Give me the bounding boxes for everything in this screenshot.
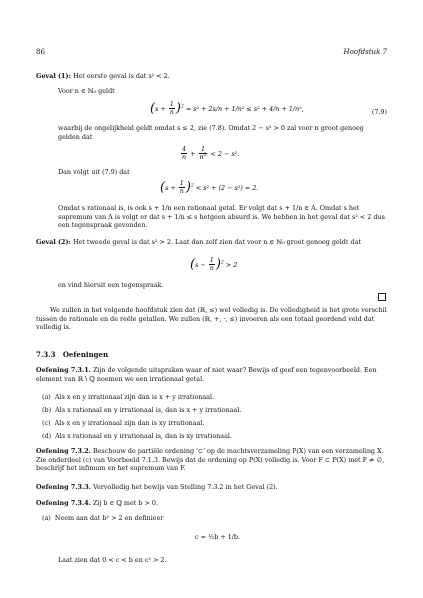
inequality-2-rhs: < 2 − s². [210, 149, 240, 158]
chapter-title: Hoofdstuk 7 [343, 48, 387, 56]
item-text: Neem aan dat b² > 2 en definieer [54, 514, 164, 522]
inequality-2: $\frac{4}{n}$ + $\frac{1}{n^2}$ < 2 − s². [182, 145, 240, 162]
case-2-text: Het tweede geval is dat s² > 2. Laat dan zelf zien dat voor n ∈ ℕ₀ groot genoeg geldt dat [72, 238, 361, 246]
case-1-text-3: Omdat s rationaal is, is ook s + 1/n een rationaal getal. Er volgt dat s + 1/n ∈ A. Omdat s het supremum van A is volgt er dat s + 1/n ≤ s hetgeen absurd is. We hebben in het geval dat s² < 2 dus een tegenspraak gevonden. [58, 204, 385, 230]
exercise-item-d [42, 432, 232, 441]
exercise-7-3-2-text: Beschouw de partiële ordening '⊂' op de machtsverzameling P(X) van een verzameling X. Zie onderdeel (c) van Voorbeeld 7.1.3. Bewijs dat de ordening op P(X) volledig is. Voor F ⊂ P(X) met F ≠ ∅, beschrijf het infimum en het supremum van F. [36, 447, 385, 473]
item-label: (a) [42, 393, 51, 401]
page-header [36, 48, 387, 58]
case-1-text: Het eerste geval is dat s² < 2. [72, 72, 170, 80]
exercise-7-3-4-last: Laat zien dat 0 < c < b en c² > 2. [58, 556, 167, 564]
case-1-voor: Voor n ∈ ℕ₀ geldt [58, 87, 115, 95]
section-number: 7.3.3 [36, 350, 56, 359]
exercise-7-3-4-label: Oefening 7.3.4. [36, 499, 91, 507]
item-label: (d) [42, 432, 52, 440]
case-2-title: Geval (2): [36, 238, 71, 246]
exercise-7-3-3 [36, 483, 387, 492]
exercise-item-b [42, 406, 241, 415]
body-paragraph: We zullen in het volgende hoofdstuk zien dat (ℝ, ≤) wel volledig is. De volledigheid is het grote verschil tussen de rationale en de reële getallen. We zullen (ℝ, +, ·, ≤) invoeren als een totaal geordend veld dat volledig is. [36, 306, 387, 332]
exercise-7-3-2-label: Oefening 7.3.2. [36, 447, 91, 455]
equation-c: c = ½b + 1/b. [195, 533, 241, 541]
equation-7-9-rhs: = s² + 2s/n + 1/n² ≤ s² + 4/n + 1/n², [185, 104, 304, 113]
inequality-case-2-rhs: > 2 [225, 260, 238, 269]
exercise-item-a [42, 393, 214, 402]
case-1-text-1: waarbij de ongelijkheid geldt omdat s ≤ 2, zie (7.8). Omdat 2 − s² > 0 zal voor n groot genoeg gelden dat [58, 124, 364, 141]
item-text: Als x en y irrationaal zijn dan is xy irrationaal. [54, 419, 205, 427]
inequality-case-2: (s − $\frac{1}{n}$ )$^2$ > 2 [190, 255, 238, 273]
case-2-intro [36, 238, 387, 247]
exercise-7-3-4 [36, 499, 387, 508]
exercise-7-3-4-item-a [42, 514, 163, 523]
case-1-intro [36, 72, 387, 81]
exercise-7-3-1-label: Oefening 7.3.1. [36, 366, 91, 374]
exercise-7-3-2 [36, 447, 387, 473]
section-heading [36, 350, 108, 359]
equation-7-9: (s + $\frac{1}{n}$ )$^2$ = s² + 2s/n + 1/n² ≤ s² + 4/n + 1/n², [150, 99, 304, 117]
page-number: 86 [36, 48, 45, 56]
item-label: (c) [42, 419, 51, 427]
item-text: Als x rationaal en y irrationaal is, dan is x + y irrationaal. [55, 406, 242, 414]
item-label: (a) [42, 514, 51, 522]
exercise-7-3-1 [36, 366, 387, 383]
item-text: Als x rationaal en y irrationaal is, dan is xy irrationaal. [55, 432, 232, 440]
exercise-7-3-3-text: Vervolledig het bewijs van Stelling 7.3.2 in het Geval (2). [92, 483, 278, 491]
case-1-title: Geval (1): [36, 72, 71, 80]
exercise-7-3-3-label: Oefening 7.3.3. [36, 483, 91, 491]
item-label: (b) [42, 406, 52, 414]
qed-square-icon [378, 293, 386, 301]
inequality-3-rhs: < s² + (2 − s²) = 2. [195, 183, 259, 192]
inequality-3: (s + $\frac{1}{n}$ )$^2$ < s² + (2 − s²) = 2. [160, 178, 259, 196]
item-text: Als x en y irrationaal zijn dan is x + y irrationaal. [54, 393, 215, 401]
exercise-7-3-4-text: Zij b ∈ ℚ met b > 0. [92, 499, 158, 507]
equation-number: (7.9) [371, 108, 387, 116]
exercise-7-3-1-text: Zijn de volgende uitspraken waar of niet waar? Bewijs of geef een tegenvoorbeeld. Een element van ℝ \ ℚ noemen we een irrationaal getal. [36, 366, 377, 383]
case-2-outro: en vind hieruit een tegenspraak. [58, 281, 164, 289]
exercise-item-c [42, 419, 205, 428]
case-1-text-2: Dan volgt uit (7.9) dat [58, 168, 130, 176]
section-title: Oefeningen [62, 350, 109, 359]
